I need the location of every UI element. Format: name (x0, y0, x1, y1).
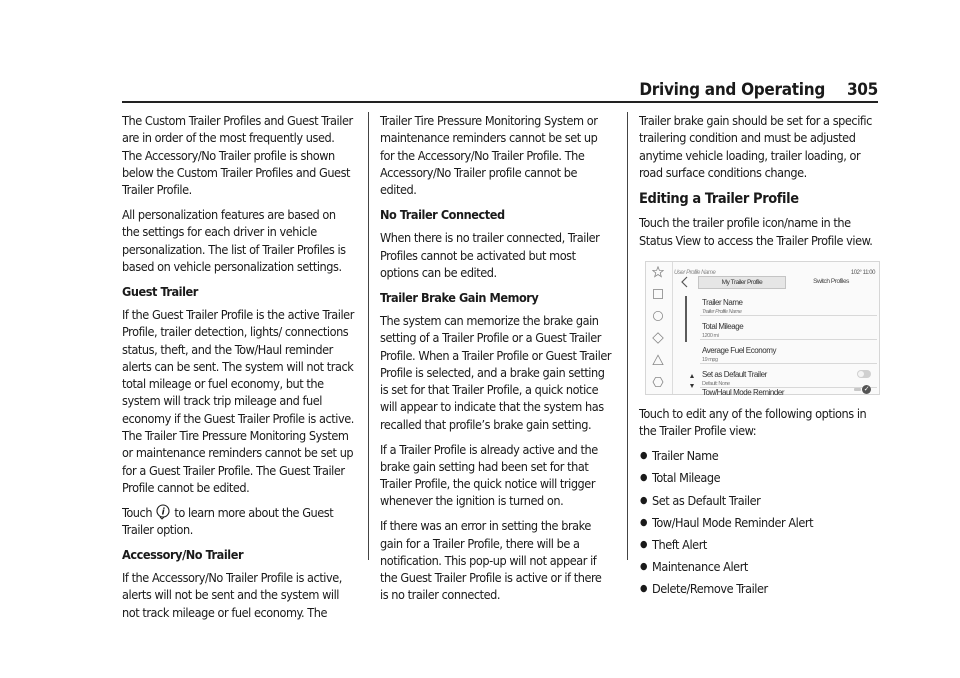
paragraph: If the Accessory/No Trailer Profile is active, alerts will not be sent and the system will not track mileage or fuel economy. The (122, 570, 342, 620)
column-2 (380, 112, 612, 611)
user-profile-name: User Profile Name (674, 270, 716, 277)
section-title: Driving and Operating (639, 80, 825, 100)
tab-my-trailer-profile[interactable]: My Trailer Profile (698, 276, 786, 289)
diamond-icon[interactable] (652, 332, 664, 344)
tab-switch-profiles[interactable]: Switch Profiles (813, 278, 849, 286)
back-icon[interactable] (678, 275, 692, 289)
hexagon-icon[interactable] (652, 376, 664, 388)
check-icon[interactable]: ✓ (863, 386, 870, 394)
subheading-brake-gain: Trailer Brake Gain Memory (380, 289, 539, 305)
list-item: ● Maintenance Alert (639, 558, 879, 575)
paragraph: Trailer Tire Pressure Monitoring System or maintenance reminders cannot be set up for the Accessory/No Trailer Profile. The Accessory/No Trailer profile cannot be edited. (380, 113, 598, 198)
default-toggle[interactable] (857, 370, 871, 378)
square-icon[interactable] (652, 288, 664, 300)
column-divider (368, 112, 369, 560)
screen-row-trailer-name[interactable]: Trailer Name Trailer Profile Name (700, 292, 877, 316)
list-item: ● Trailer Name (639, 447, 879, 464)
header-rule (122, 101, 878, 103)
paragraph: Touch the trailer profile icon/name in the Status View to access the Trailer Profile view. (639, 215, 873, 248)
paragraph: The system can memorize the brake gain setting of a Trailer Profile or a Guest Trailer Profile. When a Trailer Profile or Guest Trailer Profile is selected, and a brake gain setting is set for that Trailer Profile, a quick notice will appear to indicate that the system has recalled that profile’s brake gain setting. (380, 312, 612, 432)
screen-row-default-trailer[interactable]: Set as Default Trailer Default: None (700, 364, 877, 388)
subheading-no-trailer: No Trailer Connected (380, 206, 505, 222)
paragraph: Trailer brake gain should be set for a specific trailering condition and must be adjusted anytime vehicle loading, trailer loading, or road surface conditions change. (639, 113, 872, 180)
list-item: ● Delete/Remove Trailer (639, 580, 879, 597)
paragraph: If the Guest Trailer Profile is the active Trailer Profile, trailer detection, lights/ connections status, theft, and the Tow/Haul reminder alerts can be sent. The system will not track total mileage or fuel economy, but the system will track trip mileage and fuel economy if the Guest Trailer Profile is active. The Trailer Tire Pressure Monitoring System or maintenance reminders cannot be set up for a Guest Trailer Profile. The Guest Trailer Profile cannot be edited. (122, 306, 354, 495)
svg-text:i: i (161, 507, 165, 518)
paragraph: When there is no trailer connected, Trailer Profiles cannot be activated but most options can be edited. (380, 230, 600, 280)
list-item: ● Theft Alert (639, 536, 879, 553)
column-3 (639, 112, 879, 602)
paragraph: Touch to edit any of the following options in the Trailer Profile view: (639, 406, 867, 439)
screen-row-average-fuel[interactable]: Average Fuel Economy 19 mpg (700, 340, 877, 364)
subheading-guest-trailer: Guest Trailer (122, 283, 198, 299)
list-item: ● Set as Default Trailer (639, 492, 879, 509)
options-list (639, 447, 879, 597)
trailer-profile-screen (645, 261, 880, 398)
paragraph: The Custom Trailer Profiles and Guest Trailer are in order of the most frequently used. The Accessory/No Trailer profile is shown below the Custom Trailer Profiles and Guest Trailer Profile. (122, 113, 353, 198)
list-item: ● Total Mileage (639, 469, 879, 486)
subheading-accessory: Accessory/No Trailer (122, 546, 244, 562)
page-number: 305 (846, 80, 878, 100)
paragraph: All personalization features are based on the settings for each driver in vehicle personalization. The list of Trailer Profiles is based on vehicle personalization settings. (122, 206, 346, 274)
column-1 (122, 112, 354, 629)
circle-icon[interactable] (652, 310, 664, 322)
reminder-bar (854, 388, 861, 391)
column-divider (627, 112, 628, 560)
temp-time: 102° 11:00 (850, 270, 875, 277)
screen-status-bar (674, 264, 877, 277)
paragraph: If a Trailer Profile is already active and the brake gain setting had been set for that Trailer Profile, the quick notice will trigger whenever the ignition is turned on. (380, 441, 598, 509)
scroll-indicator[interactable] (682, 294, 696, 394)
paragraph: If there was an error in setting the brake gain for a Trailer Profile, there will be a notification. This pop-up will not appear if the Guest Trailer Profile is active or if there is no trailer connected. (380, 518, 602, 603)
touch-help-icon (156, 504, 170, 520)
list-item: ● Tow/Haul Mode Reminder Alert (639, 514, 879, 531)
triangle-icon[interactable] (652, 354, 664, 366)
screen-row-tow-haul[interactable]: Tow/Haul Mode Reminder ✓ (702, 386, 870, 398)
star-icon[interactable] (652, 266, 664, 278)
screen-sidebar (646, 262, 673, 394)
paragraph-touch: Touch i to learn more about the Guest Trailer option. (122, 504, 334, 538)
section-heading: Editing a Trailer Profile (639, 191, 799, 208)
screen-row-total-mileage[interactable]: Total Mileage 1200 mi (700, 316, 877, 340)
